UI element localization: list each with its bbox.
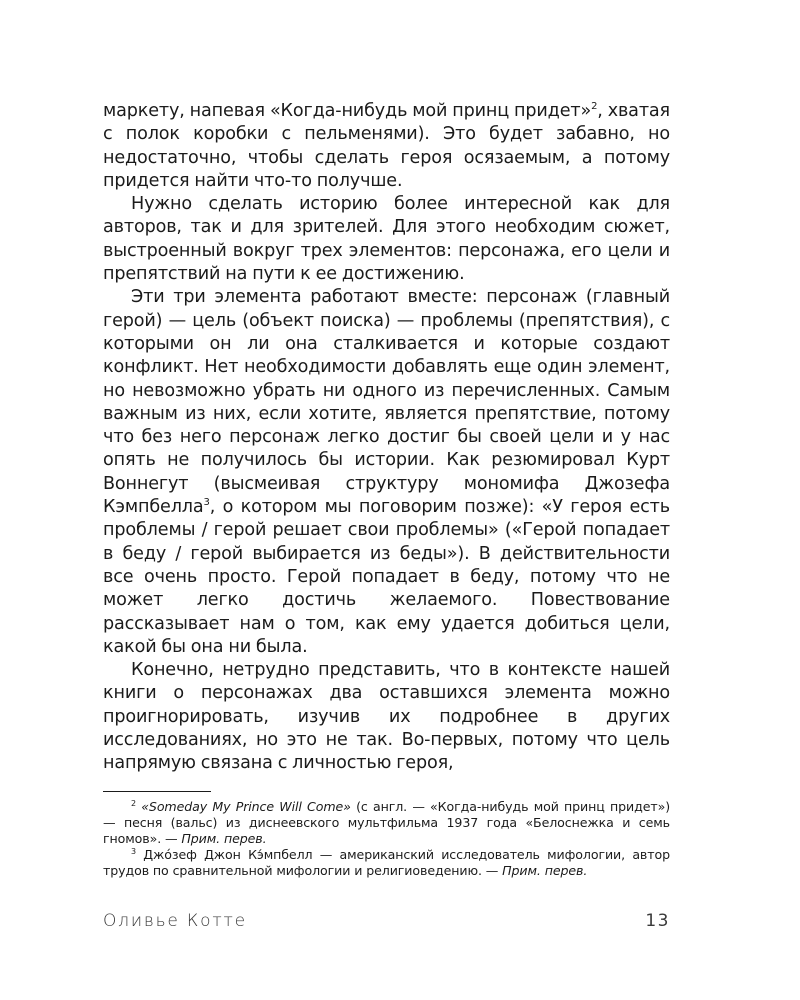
paragraph-1 — [103, 100, 670, 193]
footnote-2-title: «Someday My Prince Will Come» — [141, 798, 351, 814]
running-footer-author: Оливье Котте — [103, 911, 247, 931]
page-footer — [103, 911, 670, 939]
footnote-divider — [103, 791, 211, 792]
footnote-2 — [103, 799, 670, 848]
paragraph-1-start: маркету, напевая «Когда-нибудь мой принц придет» — [103, 101, 592, 121]
footnote-3-number: 3 — [131, 847, 136, 857]
footnote-2-text: (с англ. — «Когда-нибудь мой принц придет») — песня (вальс) из диснеевского мультфильма 1937 года «Белоснежка и семь гномов». — — [103, 798, 671, 847]
footnote-3 — [103, 847, 670, 879]
paragraph-4: Конечно, нетрудно представить, что в контексте нашей книги о персонажах два оставшихся элемента можно проигнорировать, изучив их подробнее в других исследованиях, но это не так. Во-первых, потому что цель напрямую связана с личностью героя, — [103, 660, 670, 774]
footnote-ref-2: 2 — [591, 101, 598, 112]
footnote-ref-3: 3 — [203, 497, 210, 509]
footnote-3-note: Прим. перев. — [502, 863, 588, 879]
footnote-2-number: 2 — [131, 798, 136, 808]
main-text — [103, 100, 670, 776]
paragraph-3-start: Эти три элемента работают вместе: персонаж (главный герой) — цель (объект поиска) — проблемы (препятствия), с которыми он ли она сталкивается и которые создают конфликт. Нет необходимости добавлять еще один элемент, но невозможно убрать ни одного из перечисленных. Самым важным из них, если хотите, является препятствие, потому что без него персонаж легко достиг бы своей цели и у нас опять не получилось бы истории. Как резюмировал Курт Воннегут (высмеивая структуру мономифа Джозефа Кэмпбелла — [103, 287, 670, 518]
paragraph-3 — [103, 286, 670, 659]
paragraph-2: Нужно сделать историю более интересной как для авторов, так и для зрителей. Для этого необходим сюжет, выстроенный вокруг трех элементов: персонажа, его цели и препятствий на пути к ее достижению. — [103, 194, 670, 285]
footnote-2-note: Прим. перев. — [181, 831, 267, 847]
page-number: 13 — [645, 911, 670, 931]
footnotes — [103, 799, 670, 880]
paragraph-3-end: , о котором мы поговорим позже): «У героя есть проблемы / герой решает свои проблемы» («Герой попадает в беду / герой выбирается из беды»). В действительности все очень просто. Герой попадает в беду, потому что не может легко достичь желаемого. Повествование рассказывает нам о том, как ему удается добиться цели, какой бы она ни была. — [103, 497, 670, 657]
footnote-3-text: Джóзеф Джон Кэ́мпбелл — американский исследователь мифологии, автор трудов по сравнительной мифологии и религиоведению. — — [103, 847, 670, 879]
book-page — [103, 100, 670, 880]
paragraph-1-end: , хватая с полок коробки с пельменями). Это будет забавно, но недостаточно, чтобы сделать героя осязаемым, а потому придется найти что-то получше. — [103, 101, 670, 191]
